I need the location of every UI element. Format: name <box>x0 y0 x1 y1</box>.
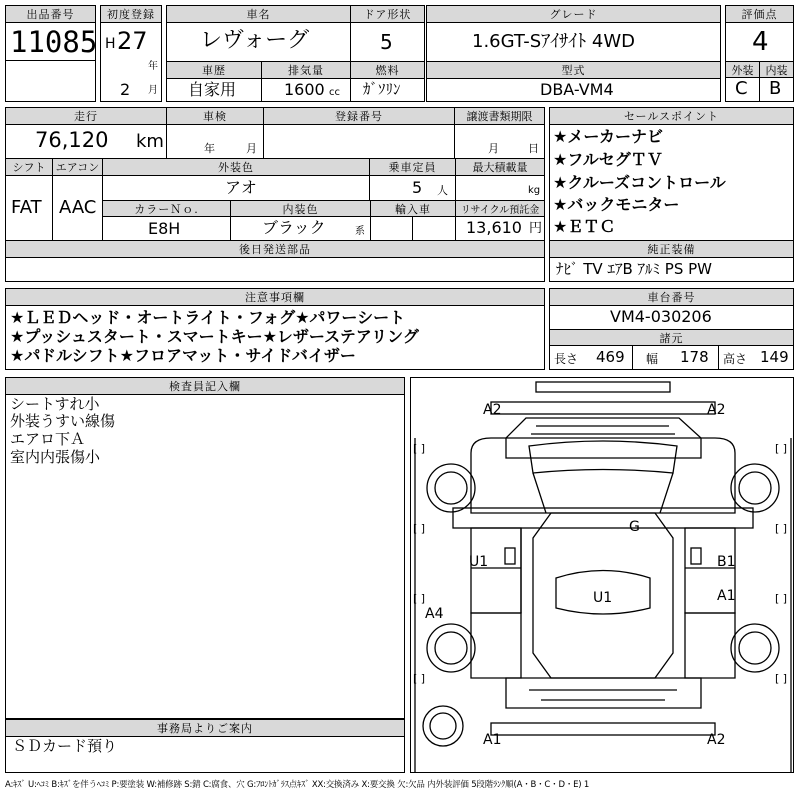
history-value: 自家用 <box>188 80 237 99</box>
first-reg-label: 初度登録 <box>100 5 162 23</box>
bracket-mark: [ ] <box>775 592 788 605</box>
sales-point-item: ★ＥＴＣ <box>553 217 616 236</box>
sales-point-item: ★クルーズコントロール <box>553 173 726 192</box>
grade-label: グレード <box>426 5 721 23</box>
damage-mark: A4 <box>425 606 444 622</box>
office-label: 事務局よりご案内 <box>5 719 405 737</box>
ext-color-value: アオ <box>225 178 257 197</box>
damage-mark: U1 <box>469 554 489 570</box>
registration-cell <box>263 124 455 159</box>
first-reg-month: 2 <box>120 80 131 99</box>
bracket-mark: [ ] <box>775 522 788 535</box>
sales-point-item: ★メーカーナビ <box>553 127 664 146</box>
recycle-value: 13,610 <box>466 218 522 237</box>
int-color-label: 内装色 <box>230 200 371 217</box>
car-name-label: 車名 <box>166 5 351 23</box>
recycle-label: リサイクル預託金 <box>455 200 545 217</box>
bracket-mark: [ ] <box>775 672 788 685</box>
dims-divider-1 <box>632 345 633 370</box>
int-color-suffix: 系 <box>355 226 365 237</box>
damage-mark: U1 <box>593 590 613 606</box>
damage-mark: B1 <box>717 554 736 570</box>
later-parts-label: 後日発送部品 <box>5 240 545 258</box>
inspector-line: 外装うすい線傷 <box>10 412 116 430</box>
grade-value: 1.6GT-Sｱｲｻｲﾄ 4WD <box>472 31 636 52</box>
sales-point-item: ★フルセグＴＶ <box>553 150 663 169</box>
lot-label: 出品番号 <box>5 5 96 23</box>
int-color-value: ブラック <box>262 218 326 237</box>
note-line: ★パドルシフト★フロアマット・サイドバイザー <box>10 346 356 365</box>
dims-divider-2 <box>718 345 719 370</box>
capacity-value: 5 <box>412 178 423 197</box>
damage-mark: A1 <box>717 588 736 604</box>
first-reg-era: H <box>105 36 116 52</box>
ext-color-label: 外装色 <box>102 158 370 176</box>
color-no-label: カラーＮｏ. <box>102 200 231 217</box>
sales-points-label: セールスポイント <box>549 107 794 125</box>
height-label: 高さ <box>723 352 748 366</box>
damage-mark: A2 <box>483 402 502 418</box>
history-label: 車歴 <box>166 61 262 79</box>
bracket-mark: [ ] <box>413 592 426 605</box>
displacement-unit: cc <box>329 87 340 98</box>
later-parts-cell <box>5 257 545 282</box>
import-label: 輸入車 <box>370 200 456 217</box>
ext-score-value: C <box>735 78 748 99</box>
first-reg-year: 27 <box>117 27 148 55</box>
note-line: ★ＬＥＤヘッド・オートライト・フォグ★パワーシート <box>10 308 406 327</box>
bracket-mark: [ ] <box>413 672 426 685</box>
bracket-mark: [ ] <box>413 442 426 455</box>
ext-score-label: 外装 <box>725 61 760 78</box>
fuel-value: ｶﾞｿﾘﾝ <box>363 80 401 98</box>
inspection-label: 車検 <box>166 107 264 125</box>
damage-mark: A2 <box>707 402 726 418</box>
inspector-line: 室内内張傷小 <box>10 448 101 466</box>
dims-cell <box>549 345 794 370</box>
import-divider <box>412 216 413 241</box>
damage-mark: G <box>629 519 640 535</box>
max-load-label: 最大積載量 <box>455 158 545 176</box>
car-diagram <box>411 378 794 773</box>
first-reg-month-unit: 月 <box>148 85 158 96</box>
ac-value: AAC <box>59 197 97 218</box>
notes-label: 注意事項欄 <box>5 288 545 306</box>
shift-value: FAT <box>11 197 42 218</box>
inspector-label: 検査員記入欄 <box>5 377 405 395</box>
doors-value: 5 <box>380 30 393 54</box>
car-diagram-frame <box>410 377 794 773</box>
capacity-label: 乗車定員 <box>369 158 456 176</box>
model-code-value: DBA-VM4 <box>540 80 614 99</box>
mileage-value: 76,120 <box>35 128 109 152</box>
recycle-unit: 円 <box>529 221 543 236</box>
model-code-label: 型式 <box>426 61 721 79</box>
bracket-mark: [ ] <box>775 442 788 455</box>
chassis-label: 車台番号 <box>549 288 794 306</box>
transfer-month-unit: 月 <box>488 142 499 155</box>
width-label: 幅 <box>646 352 659 366</box>
doors-label: ドア形状 <box>350 5 425 23</box>
note-line: ★プッシュスタート・スマートキー★レザーステアリング <box>10 327 419 346</box>
lot-blank <box>5 60 96 102</box>
car-name: レヴォーグ <box>200 28 310 53</box>
score-label: 評価点 <box>725 5 794 23</box>
int-score-value: B <box>769 78 782 99</box>
transfer-day-unit: 日 <box>528 142 539 155</box>
inspector-line: シートすれ小 <box>10 395 100 413</box>
color-no-value: E8H <box>148 219 181 238</box>
mileage-unit: km <box>136 131 164 152</box>
inspection-month-unit: 月 <box>246 142 257 155</box>
transfer-deadline-label: 譲渡書類期限 <box>454 107 545 125</box>
ac-label: エアコン <box>52 158 103 176</box>
length-value: 469 <box>596 348 625 366</box>
inspection-year-unit: 年 <box>204 142 215 155</box>
equipment-label: 純正装備 <box>549 240 794 258</box>
import-cell <box>370 216 456 241</box>
shift-label: シフト <box>5 158 53 176</box>
capacity-unit: 人 <box>437 184 448 197</box>
max-load-unit: kg <box>528 185 541 196</box>
height-value: 149 <box>760 348 789 366</box>
dims-label: 諸元 <box>549 329 794 346</box>
equipment-value: ﾅﾋﾞ TV ｴｱB ｱﾙﾐ PS PW <box>556 260 712 278</box>
width-value: 178 <box>680 348 709 366</box>
inspector-line: エアロ下Ａ <box>10 430 86 448</box>
chassis-value: VM4-030206 <box>610 307 712 326</box>
length-label: 長さ <box>554 352 579 366</box>
first-reg-year-unit: 年 <box>148 61 158 72</box>
damage-mark: A1 <box>483 732 502 748</box>
displacement-value: 1600 <box>284 80 325 99</box>
score-value: 4 <box>752 27 769 57</box>
displacement-label: 排気量 <box>261 61 351 79</box>
sales-point-item: ★バックモニター <box>553 195 680 214</box>
office-value: ＳＤカード預り <box>12 737 118 755</box>
lot-number: 11085 <box>10 25 98 59</box>
mileage-label: 走行 <box>5 107 167 125</box>
fuel-label: 燃料 <box>350 61 425 79</box>
registration-label: 登録番号 <box>263 107 455 125</box>
legend: A:ｷｽﾞ U:ﾍｺﾐ B:ｷｽﾞを伴うﾍｺﾐ P:要塗装 W:補修跡 S:錆 C:腐食、穴 G:ﾌﾛﾝﾄｶﾞﾗｽ点ｷｽﾞ XX:交換済み X:要交換 欠:欠品 内外装評価 5段階ﾗﾝｸ順(A・B・C・D・E) 1 <box>5 780 590 790</box>
bracket-mark: [ ] <box>413 522 426 535</box>
int-score-label: 内装 <box>759 61 794 78</box>
damage-mark: A2 <box>707 732 726 748</box>
